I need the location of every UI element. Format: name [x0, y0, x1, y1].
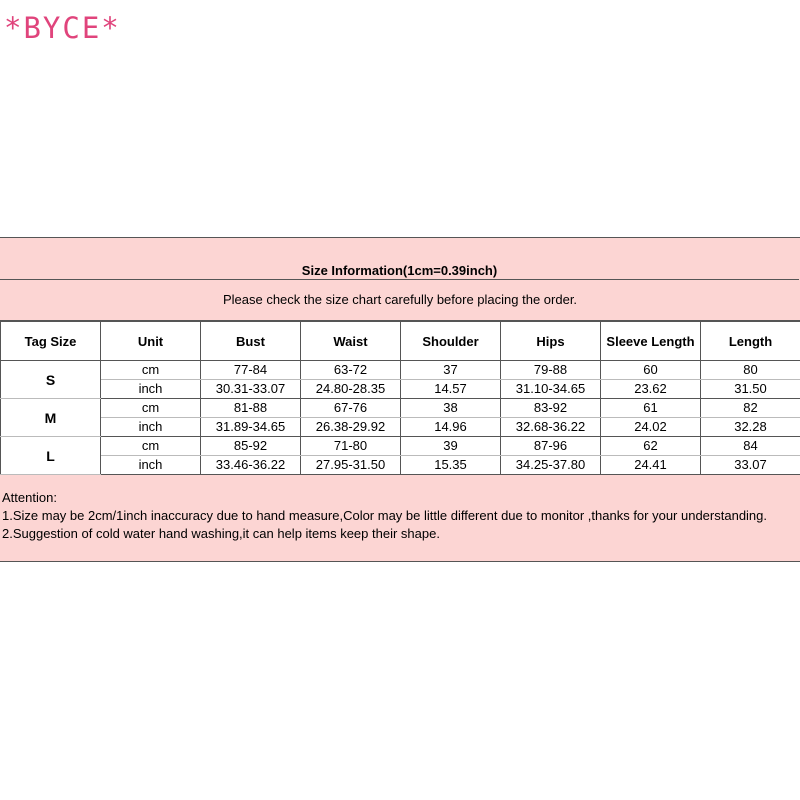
table-cell: inch [101, 418, 201, 437]
table-cell: 27.95-31.50 [301, 456, 401, 475]
table-row [1, 456, 800, 475]
table-cell: 24.80-28.35 [301, 380, 401, 399]
table-cell: 31.89-34.65 [201, 418, 301, 437]
table-cell: cm [101, 361, 201, 380]
table-cell: 82 [701, 399, 800, 418]
table-cell: inch [101, 456, 201, 475]
table-cell: 39 [401, 437, 501, 456]
table-cell: 81-88 [201, 399, 301, 418]
table-cell: 24.02 [601, 418, 701, 437]
table-cell: 38 [401, 399, 501, 418]
table-row [1, 380, 800, 399]
table-cell: 31.10-34.65 [501, 380, 601, 399]
table-header-cell: Shoulder [401, 322, 501, 361]
table-cell: 34.25-37.80 [501, 456, 601, 475]
attention-notes [0, 483, 800, 561]
table-header-cell: Waist [301, 322, 401, 361]
table-cell: 77-84 [201, 361, 301, 380]
brand-logo-text: *BYCE* [4, 11, 121, 45]
table-header-cell: Bust [201, 322, 301, 361]
size-chart-notice: Please check the size chart carefully before placing the order. [0, 280, 800, 321]
table-cell: 33.46-36.22 [201, 456, 301, 475]
table-cell: 24.41 [601, 456, 701, 475]
table-header-cell: Unit [101, 322, 201, 361]
tag-size-cell: L [1, 437, 101, 475]
table-cell: 32.28 [701, 418, 800, 437]
tag-size-cell: S [1, 361, 101, 399]
tag-size-cell: M [1, 399, 101, 437]
table-cell: 67-76 [301, 399, 401, 418]
table-row [1, 418, 800, 437]
table-cell: cm [101, 437, 201, 456]
table-cell: 30.31-33.07 [201, 380, 301, 399]
table-cell: 61 [601, 399, 701, 418]
table-cell: 80 [701, 361, 800, 380]
attention-heading: Attention: [2, 490, 57, 505]
table-cell: 71-80 [301, 437, 401, 456]
table-cell: 32.68-36.22 [501, 418, 601, 437]
table-cell: 33.07 [701, 456, 800, 475]
table-cell: inch [101, 380, 201, 399]
table-cell: 79-88 [501, 361, 601, 380]
table-cell: 83-92 [501, 399, 601, 418]
attention-note-2: 2.Suggestion of cold water hand washing,it can help items keep their shape. [2, 526, 440, 541]
attention-note-1: 1.Size may be 2cm/1inch inaccuracy due to hand measure,Color may be little different due to monitor ,thanks for your understanding. [2, 508, 768, 523]
table-cell: 14.57 [401, 380, 501, 399]
size-chart [0, 237, 800, 562]
table-cell: 14.96 [401, 418, 501, 437]
table-cell: 63-72 [301, 361, 401, 380]
table-header-cell: Length [701, 322, 800, 361]
table-cell: 62 [601, 437, 701, 456]
table-cell: 60 [601, 361, 701, 380]
table-header-row [1, 322, 800, 361]
table-cell: cm [101, 399, 201, 418]
table-cell: 23.62 [601, 380, 701, 399]
table-cell: 15.35 [401, 456, 501, 475]
table-row [1, 437, 800, 456]
table-header-cell: Tag Size [1, 322, 101, 361]
size-chart-title: Size Information(1cm=0.39inch) [0, 238, 799, 280]
table-cell: 84 [701, 437, 800, 456]
table-row [1, 361, 800, 380]
size-table [0, 321, 800, 475]
table-cell: 37 [401, 361, 501, 380]
table-cell: 85-92 [201, 437, 301, 456]
table-header-cell: Sleeve Length [601, 322, 701, 361]
table-header-cell: Hips [501, 322, 601, 361]
table-row [1, 399, 800, 418]
table-cell: 31.50 [701, 380, 800, 399]
table-cell: 87-96 [501, 437, 601, 456]
table-cell: 26.38-29.92 [301, 418, 401, 437]
